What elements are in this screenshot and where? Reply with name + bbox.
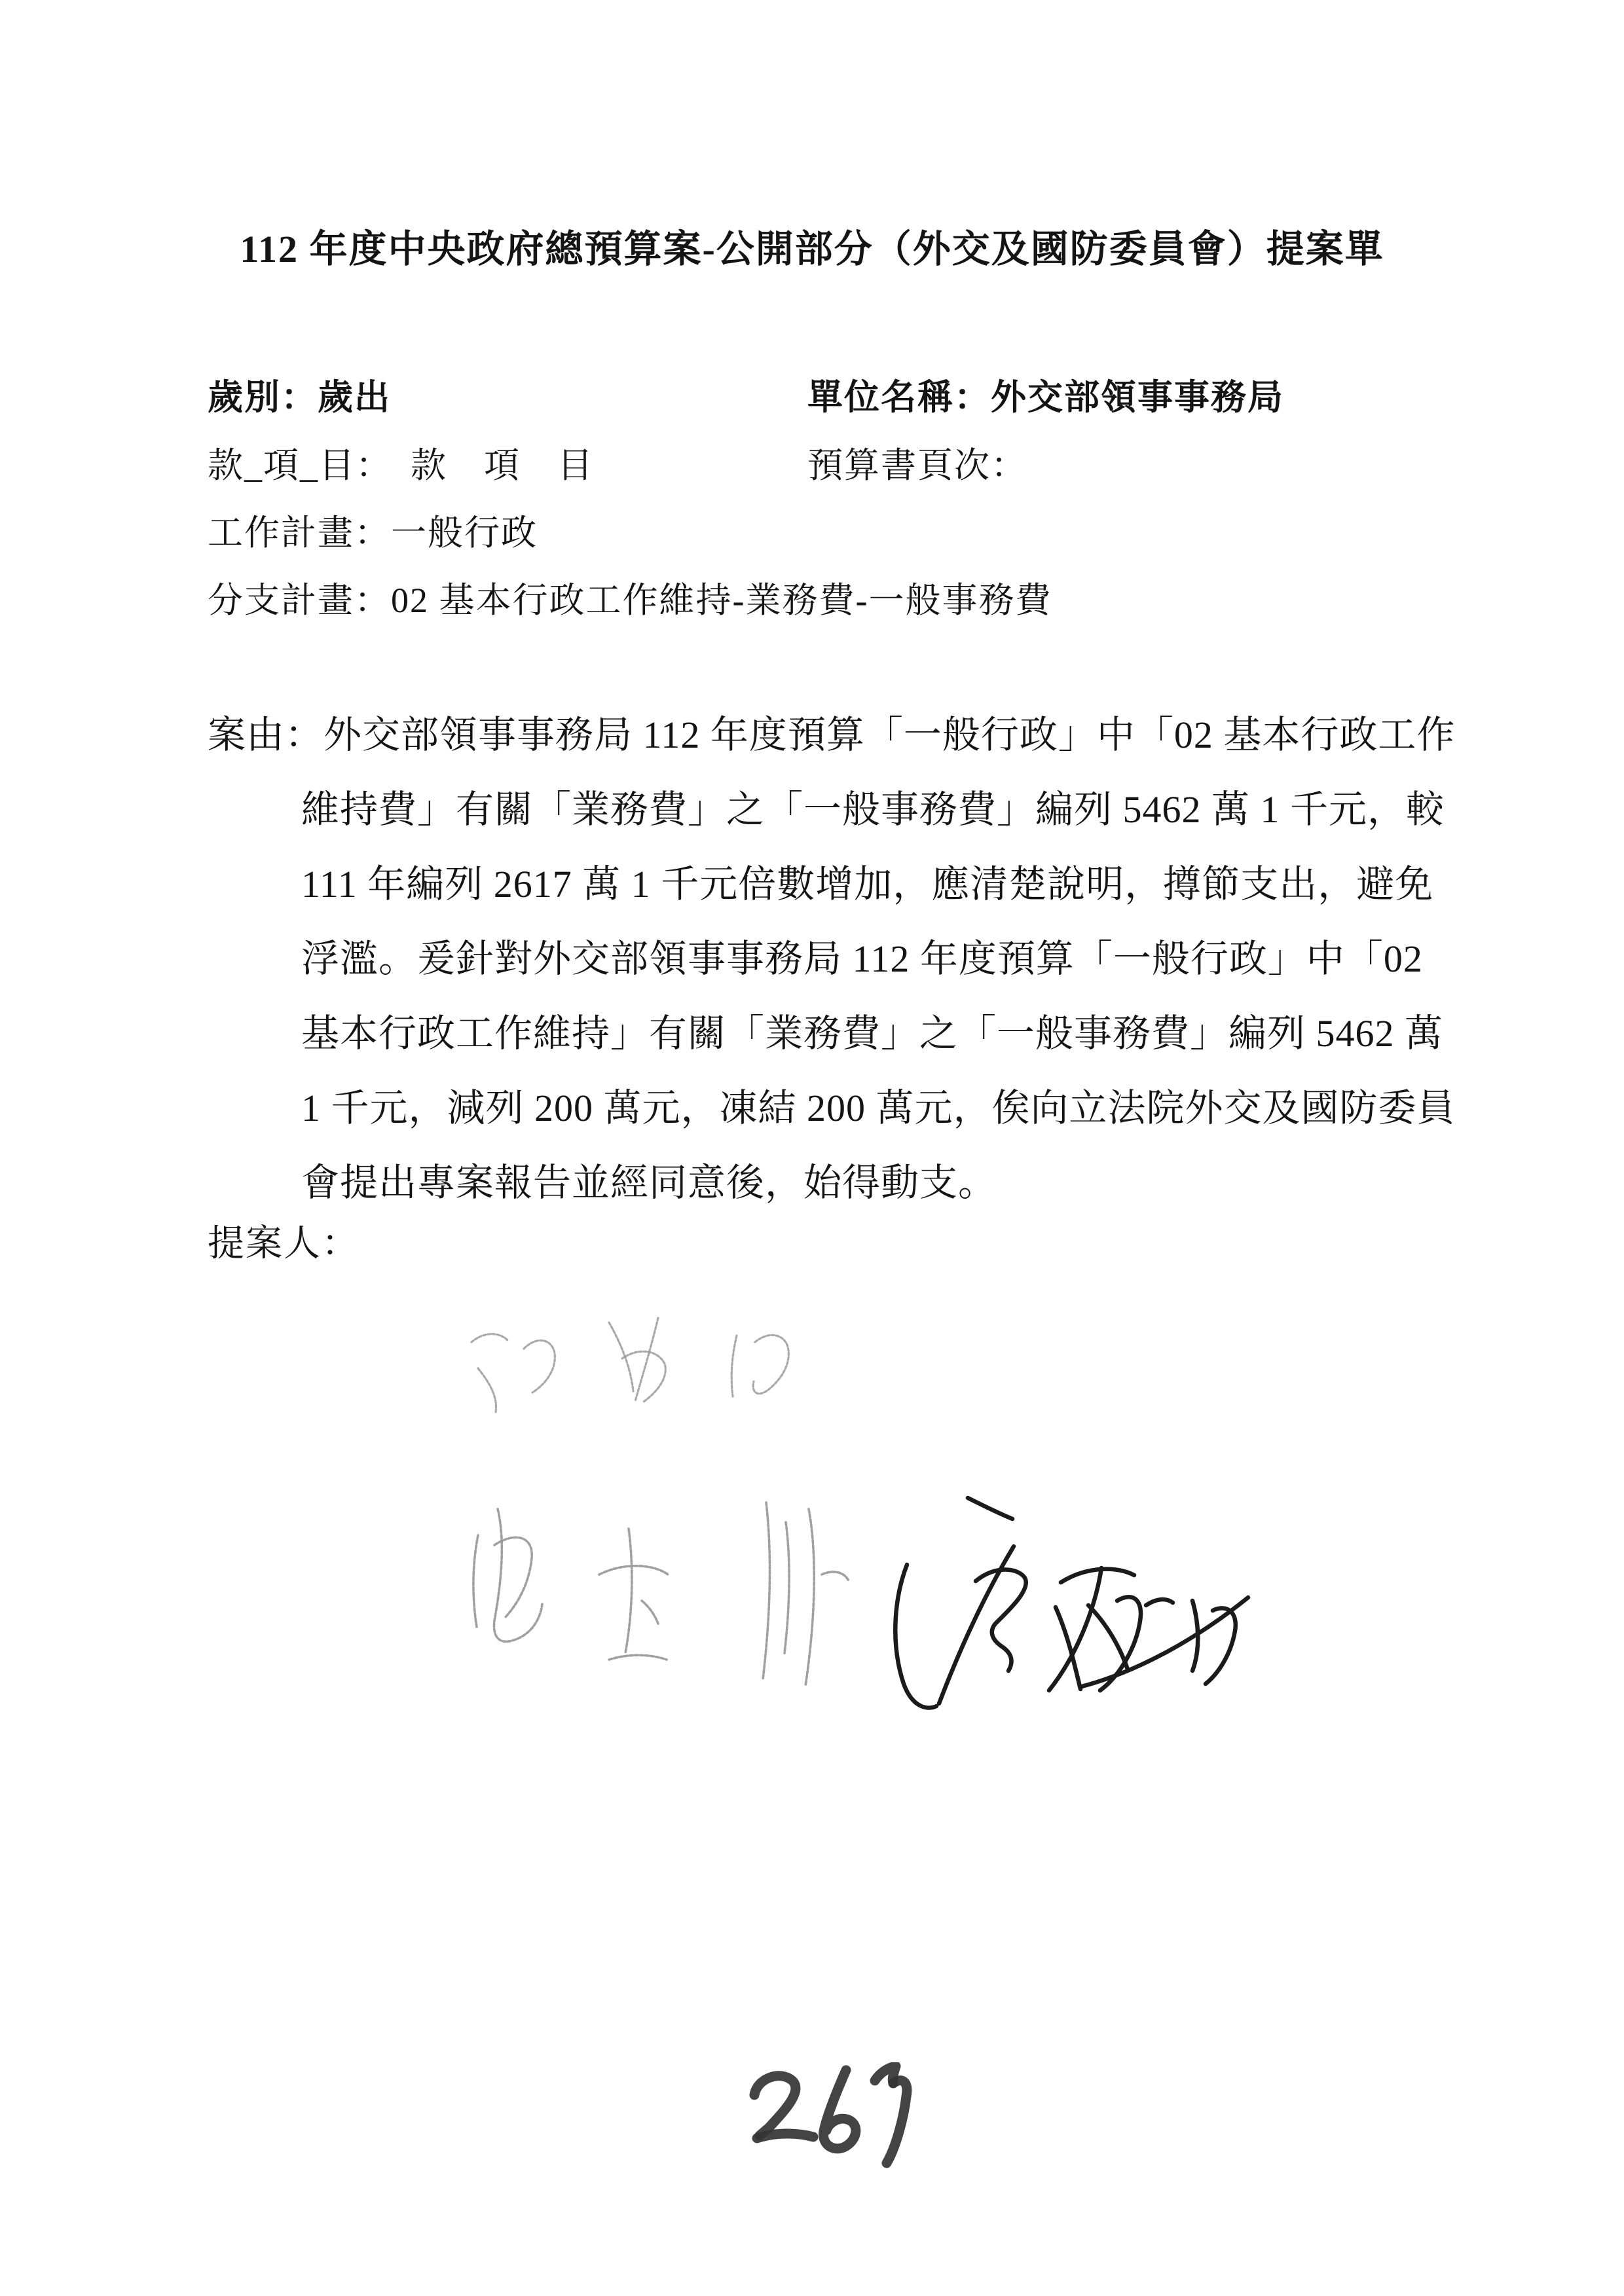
- page-number-handwritten: [747, 2062, 917, 2177]
- field-item: [208, 445, 594, 486]
- item-value: 款 項 目: [411, 446, 594, 485]
- proposer-label: 提案人：: [208, 1224, 360, 1264]
- case-paragraph-line-2: 維持費」有關「業務費」之「一般事務費」編列 5462 萬 1 千元，較: [301, 788, 1445, 831]
- signature-1-handwriting: [462, 1306, 841, 1424]
- case-paragraph-line-6: 1 千元，減列 200 萬元，凍結 200 萬元，俟向立法院外交及國防委員: [301, 1087, 1456, 1129]
- field-fiscal-type: [208, 377, 391, 418]
- budget-page-label: 預算書頁次：: [807, 446, 1027, 485]
- field-sub-plan: [208, 580, 1052, 621]
- item-label: 款_項_目：: [208, 446, 392, 485]
- case-paragraph-line-4: 浮濫。爰針對外交部領事事務局 112 年度預算「一般行政」中「02: [301, 938, 1423, 980]
- sub-plan-value: 02 基本行政工作維持-業務費-一般事務費: [391, 581, 1052, 620]
- fiscal-type-label: 歲別：: [208, 378, 318, 417]
- signature-3-handwriting: [884, 1493, 1375, 1755]
- work-plan-value: 一般行政: [391, 513, 538, 553]
- field-work-plan: [208, 513, 538, 553]
- page-title: 112 年度中央政府總預算案-公開部分（外交及國防委員會）提案單: [240, 228, 1384, 270]
- signature-2-handwriting: [458, 1496, 891, 1719]
- unit-name-label: 單位名稱：: [807, 378, 991, 417]
- case-text-line-1: 外交部領事事務局 112 年度預算「一般行政」中「02 基本行政工作: [323, 714, 1456, 756]
- case-paragraph-line-7: 會提出專案報告並經同意後，始得動支。: [301, 1161, 997, 1204]
- case-label: 案由：: [208, 714, 324, 756]
- unit-name-value: 外交部領事事務局: [991, 378, 1284, 417]
- case-paragraph-line-5: 基本行政工作維持」有關「業務費」之「一般事務費」編列 5462 萬: [301, 1012, 1444, 1055]
- field-budget-page: [807, 445, 1027, 486]
- case-paragraph-line-1: [208, 714, 1455, 757]
- sub-plan-label: 分支計畫：: [208, 581, 391, 620]
- case-paragraph-line-3: 111 年編列 2617 萬 1 千元倍數增加，應清楚說明，撙節支出，避免: [301, 863, 1434, 905]
- fiscal-type-value: 歲出: [318, 378, 391, 417]
- field-unit-name: [807, 377, 1284, 418]
- work-plan-label: 工作計畫：: [208, 513, 391, 553]
